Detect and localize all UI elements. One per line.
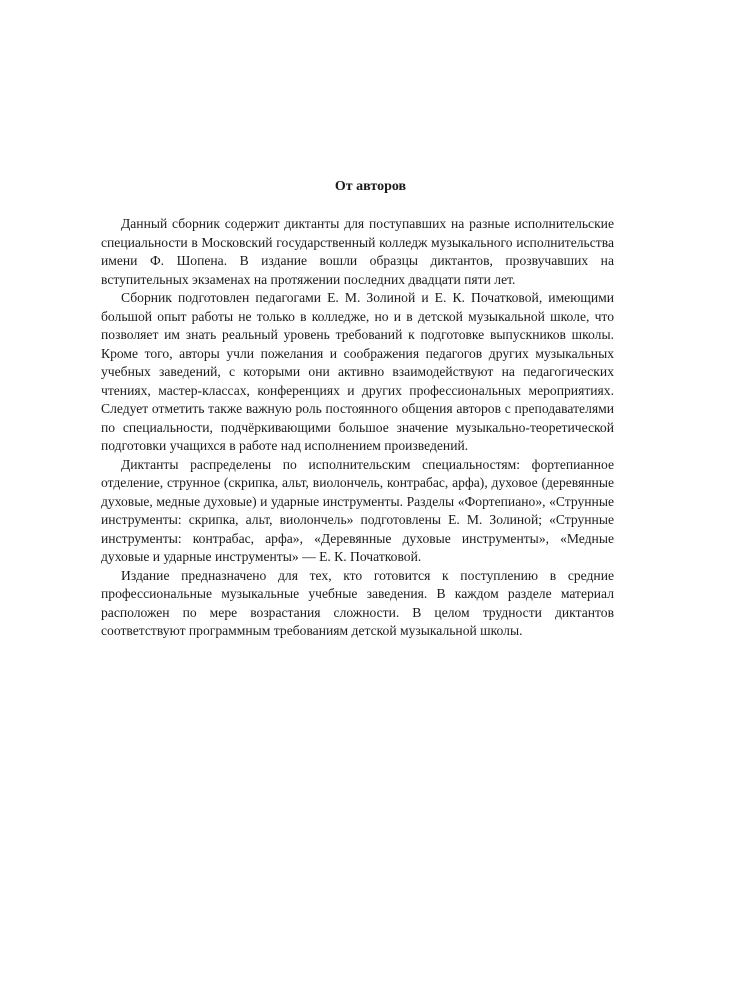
section-heading: От авторов [334,179,407,194]
paragraph-intro: Данный сборник содержит диктанты для поступавших на разные исполнительские специальности в Московский государственный колледж музыкального исполнительства имени Ф. Шопена. В издание вошли образцы диктантов, прозвучавших на вступительных экзаменах на протяжении последних двадцати пяти лет. [101,216,614,287]
paragraph-purpose: Издание предназначено для тех, кто готовится к поступлению в средние профессиональные музыкальные учебные заведения. В каждом разделе материал расположен по мере возрастания сложности. В целом трудности диктантов соответствуют программным требованиям детской музыкальной школы. [101,567,614,638]
paragraph-sections: Диктанты распределены по исполнительским специальностям: фортепианное отделение, струнное (скрипка, альт, виолончель, контрабас, арфа), духовое (деревянные духовые, медные духовые) и ударные инструменты. Разделы «Фортепиано», «Струнные инструменты: скрипка, альт, виолончель» подготовлены Е. М. Золиной; «Струнные инструменты: контрабас, арфа», «Деревянные духовые инструменты», «Медные духовые и ударные инструменты» — Е. К. Початковой. [101,456,614,564]
paragraph-authors: Сборник подготовлен педагогами Е. М. Золиной и Е. К. Початковой, имеющими большой опыт работы не только в колледже, но и в детской музыкальной школе, что позволяет им знать реальный уровень требований к подготовке выпускников школы. Кроме того, авторы учли пожелания и соображения педагогов других музыкальных учебных заведений, с которыми они активно взаимодействуют на педагогических чтениях, мастер-классах, конференциях и других профессиональных мероприятиях. Следует отметить также важную роль постоянного общения авторов с преподавателями по специальности, подчёркивающими большое значение музыкально-теоретической подготовки учащихся в работе над исполнением произведений. [101,290,614,453]
body-text [101,215,614,641]
